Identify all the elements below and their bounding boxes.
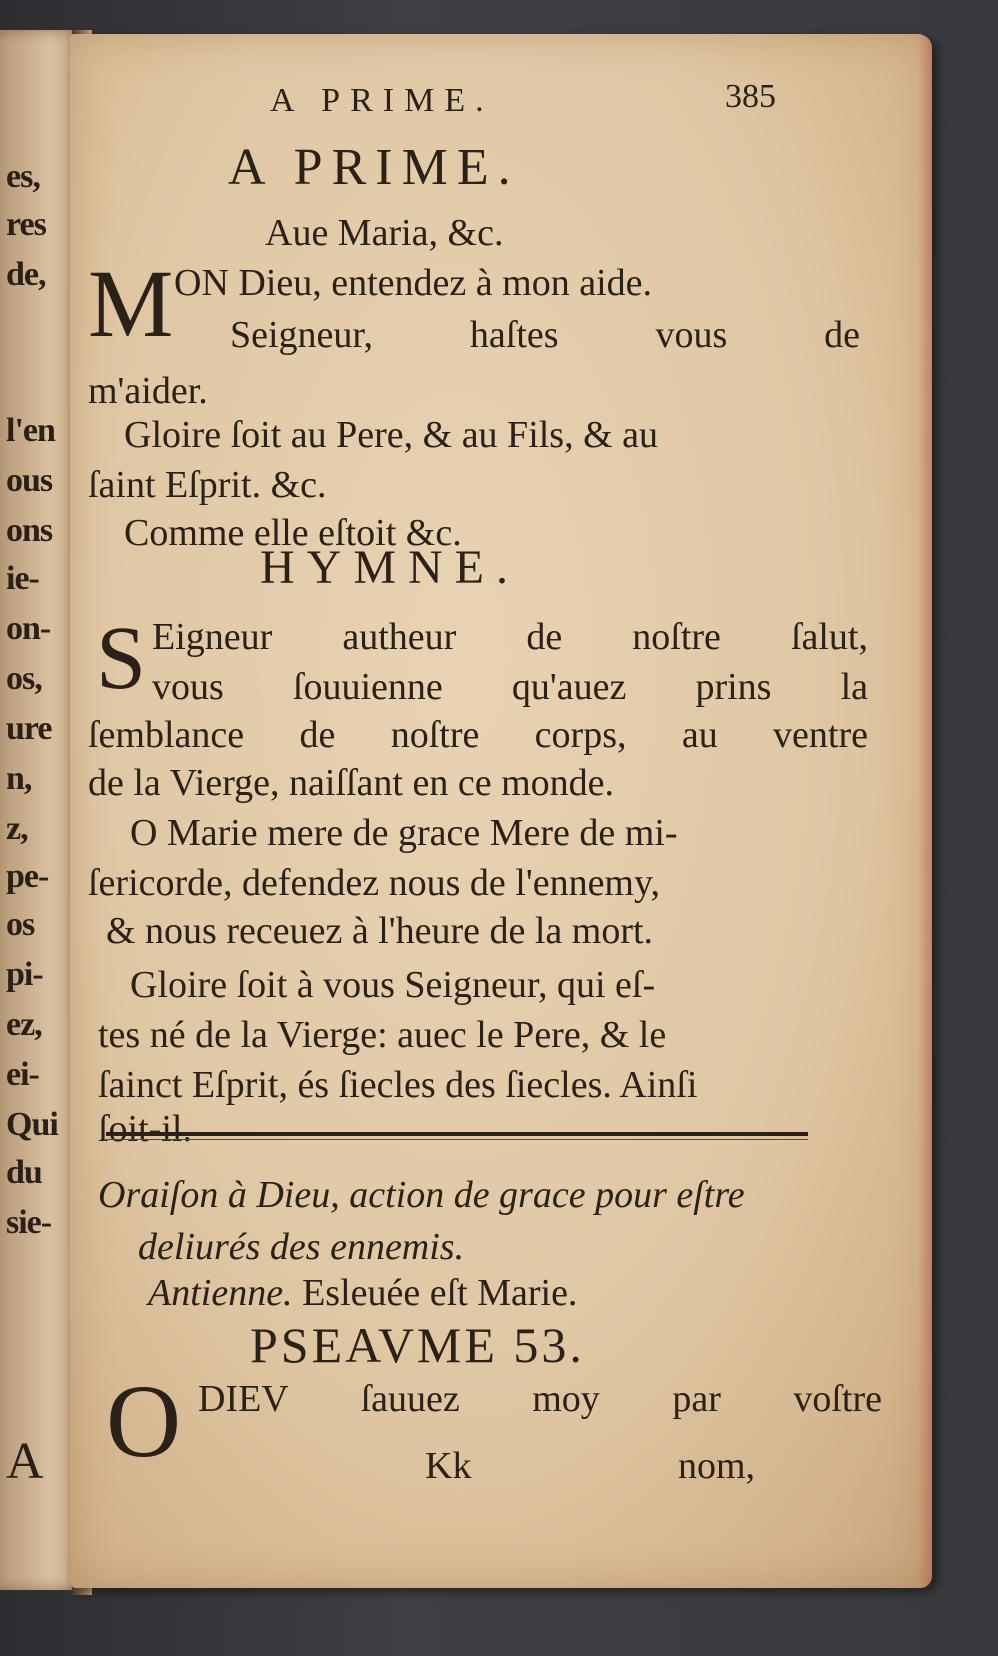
prev-fragment: n, [6, 760, 32, 797]
dropcap-m: M [88, 250, 174, 357]
prev-fragment: z, [6, 810, 28, 847]
hymn-line: Gloire ſoit à vous Seigneur, qui eſ- [130, 964, 656, 1006]
prev-fragment: ez, [6, 1006, 42, 1043]
opening-line: Seigneur, haſtes vous de [230, 314, 860, 356]
hymn-line: de la Vierge, naiſſant en ce monde. [88, 762, 615, 804]
prev-fragment: l'en [6, 412, 55, 449]
signature-mark: Kk [425, 1445, 472, 1487]
prev-fragment: ie- [6, 560, 39, 597]
prev-fragment: ei- [6, 1056, 39, 1093]
page-title: A PRIME. [228, 139, 520, 196]
prev-fragment: os, [6, 660, 42, 697]
prev-margin-letter: A [6, 1433, 43, 1490]
hymn-line: ſoit-il. [98, 1108, 192, 1150]
section-rule [106, 1132, 808, 1136]
hymn-heading: HYMNE. [260, 541, 520, 594]
prev-fragment: es, [6, 158, 40, 195]
dropcap-o: O [106, 1364, 182, 1479]
prev-fragment: du [6, 1154, 42, 1191]
prev-fragment: sie- [6, 1204, 52, 1241]
hymn-line: tes né de la Vierge: auec le Pere, & le [98, 1014, 667, 1056]
prev-fragment: ous [6, 462, 53, 499]
ave-maria: Aue Maria, &c. [265, 212, 504, 254]
prev-fragment: de, [6, 256, 46, 293]
oraison-line: deliurés des ennemis. [138, 1226, 465, 1268]
hymn-line: vous ſouuienne qu'auez prins la [152, 666, 868, 708]
catchword: nom, [678, 1445, 756, 1487]
hymn-line: O Marie mere de grace Mere de mi- [130, 812, 678, 854]
prev-fragment: on- [6, 610, 51, 647]
oraison-line: Oraiſon à Dieu, action de grace pour eſtre [98, 1174, 745, 1216]
prev-fragment: res [6, 206, 46, 243]
antienne-text: Esleuée eſt Marie. [302, 1272, 578, 1314]
hymn-line: ſemblance de noſtre corps, au ventre [88, 714, 868, 756]
opening-line: m'aider. [88, 370, 208, 412]
comme-line: Comme elle eſtoit &c. [124, 512, 462, 554]
antienne-label: Antienne. [148, 1272, 293, 1314]
dropcap-s: S [96, 609, 147, 708]
psalm-heading: PSEAVME 53. [250, 1317, 585, 1373]
running-head: A PRIME. [270, 82, 494, 119]
prev-fragment: Qui [6, 1106, 58, 1143]
hymn-line: ſainct Eſprit, és ſiecles des ſiecles. Ainſi [98, 1064, 698, 1106]
psalm-line: DIEV ſauuez moy par voſtre [198, 1378, 882, 1420]
page-edge-red [918, 34, 932, 1588]
page-number: 385 [725, 78, 776, 115]
prev-fragment: ons [6, 512, 53, 549]
prev-fragment: pi- [6, 956, 43, 993]
prev-fragment: pe- [6, 858, 49, 895]
hymn-line: Eigneur autheur de noſtre ſalut, [152, 616, 868, 658]
opening-line: ON Dieu, entendez à mon aide. [174, 262, 652, 304]
prev-fragment: os [6, 906, 35, 943]
hymn-line: & nous receuez à l'heure de la mort. [106, 910, 654, 952]
book-page [70, 34, 932, 1588]
hymn-line: ſericorde, defendez nous de l'ennemy, [88, 862, 661, 904]
gloria-line: ſaint Eſprit. &c. [88, 464, 327, 506]
antienne-line [148, 1274, 577, 1312]
prev-fragment: ure [6, 710, 52, 747]
gloria-line: Gloire ſoit au Pere, & au Fils, & au [124, 414, 659, 456]
